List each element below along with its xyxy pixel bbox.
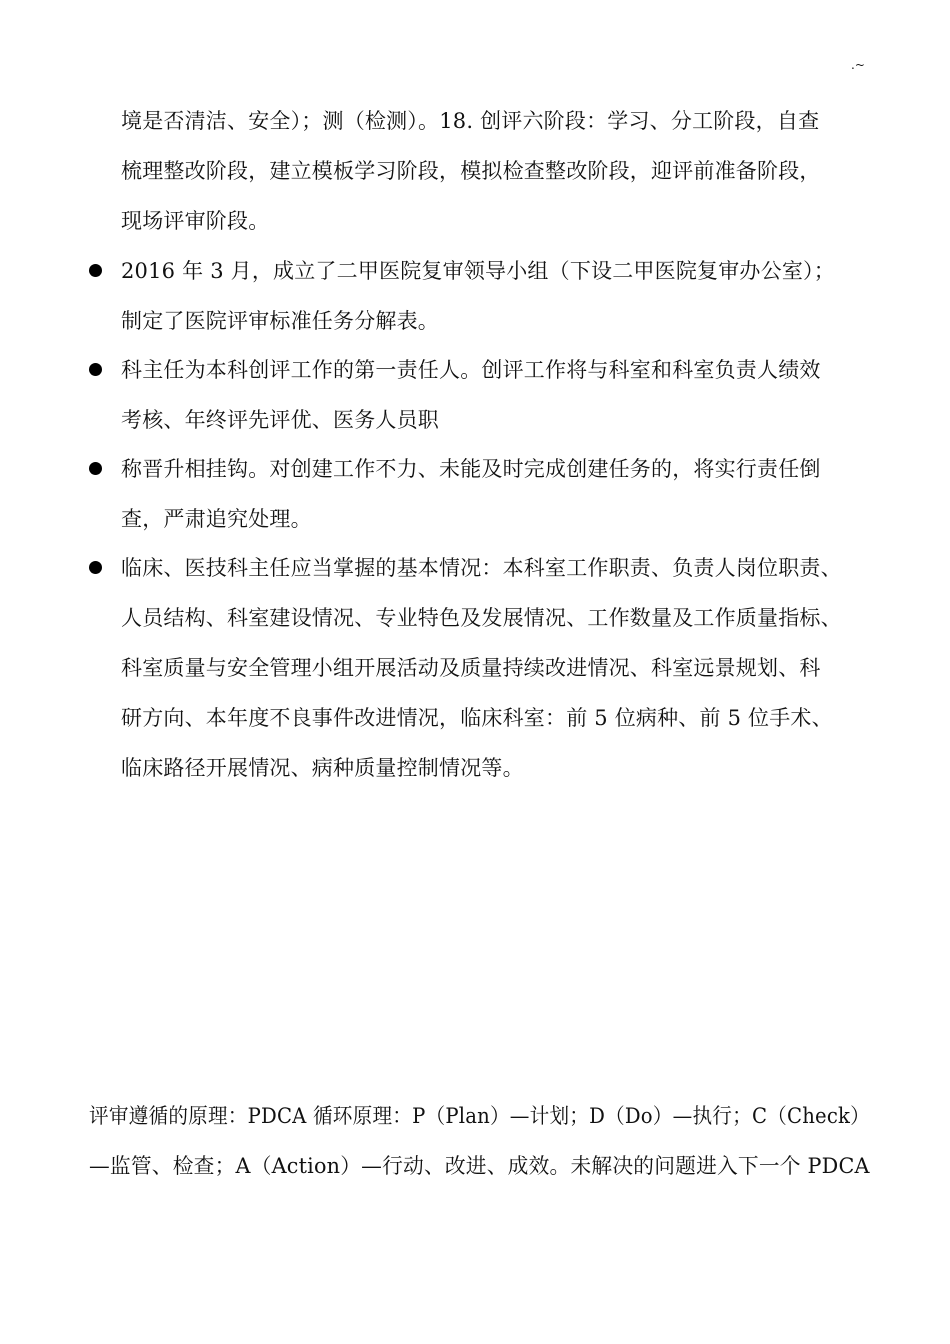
bullet-1-line: 2016 年 3 月，成立了二甲医院复审领导小组（下设二甲医院复审办公室）； [121, 259, 835, 283]
bullet-4-line: 科室质量与安全管理小组开展活动及质量持续改进情况、科室远景规划、科 [121, 656, 821, 680]
bullet-3-line: 查，严肃追究处理。 [121, 507, 312, 531]
bullet-icon [89, 462, 102, 475]
bullet-icon [89, 363, 102, 376]
continuation-line: 梳理整改阶段，建立模板学习阶段，模拟检查整改阶段，迎评前准备阶段， [121, 159, 821, 183]
corner-mark: .~ [851, 58, 865, 72]
bullet-icon [89, 264, 102, 277]
bullet-3-line: 称晋升相挂钩。对创建工作不力、未能及时完成创建任务的，将实行责任倒 [121, 457, 821, 481]
bullet-icon [89, 561, 102, 574]
bullet-1-line: 制定了医院评审标准任务分解表。 [121, 309, 439, 333]
pdca-line: —监管、检查；A（Action）—行动、改进、成效。未解决的问题进入下一个 PDCA [89, 1154, 870, 1178]
bullet-4-line: 人员结构、科室建设情况、专业特色及发展情况、工作数量及工作质量指标、 [121, 606, 842, 630]
pdca-line: 评审遵循的原理：PDCA 循环原理：P（Plan）—计划；D（Do）—执行；C（Check） [89, 1104, 870, 1128]
bullet-2-line: 考核、年终评先评优、医务人员职 [121, 408, 439, 432]
bullet-4-line: 临床路径开展情况、病种质量控制情况等。 [121, 756, 524, 780]
continuation-line: 现场评审阶段。 [121, 209, 270, 233]
bullet-4-line: 研方向、本年度不良事件改进情况，临床科室：前 5 位病种、前 5 位手术、 [121, 706, 833, 730]
continuation-line: 境是否清洁、安全）；测（检测）。18. 创评六阶段：学习、分工阶段，自查 [121, 109, 820, 133]
bullet-4-line: 临床、医技科主任应当掌握的基本情况：本科室工作职责、负责人岗位职责、 [121, 556, 842, 580]
bullet-2-line: 科主任为本科创评工作的第一责任人。创评工作将与科室和科室负责人绩效 [121, 358, 821, 382]
